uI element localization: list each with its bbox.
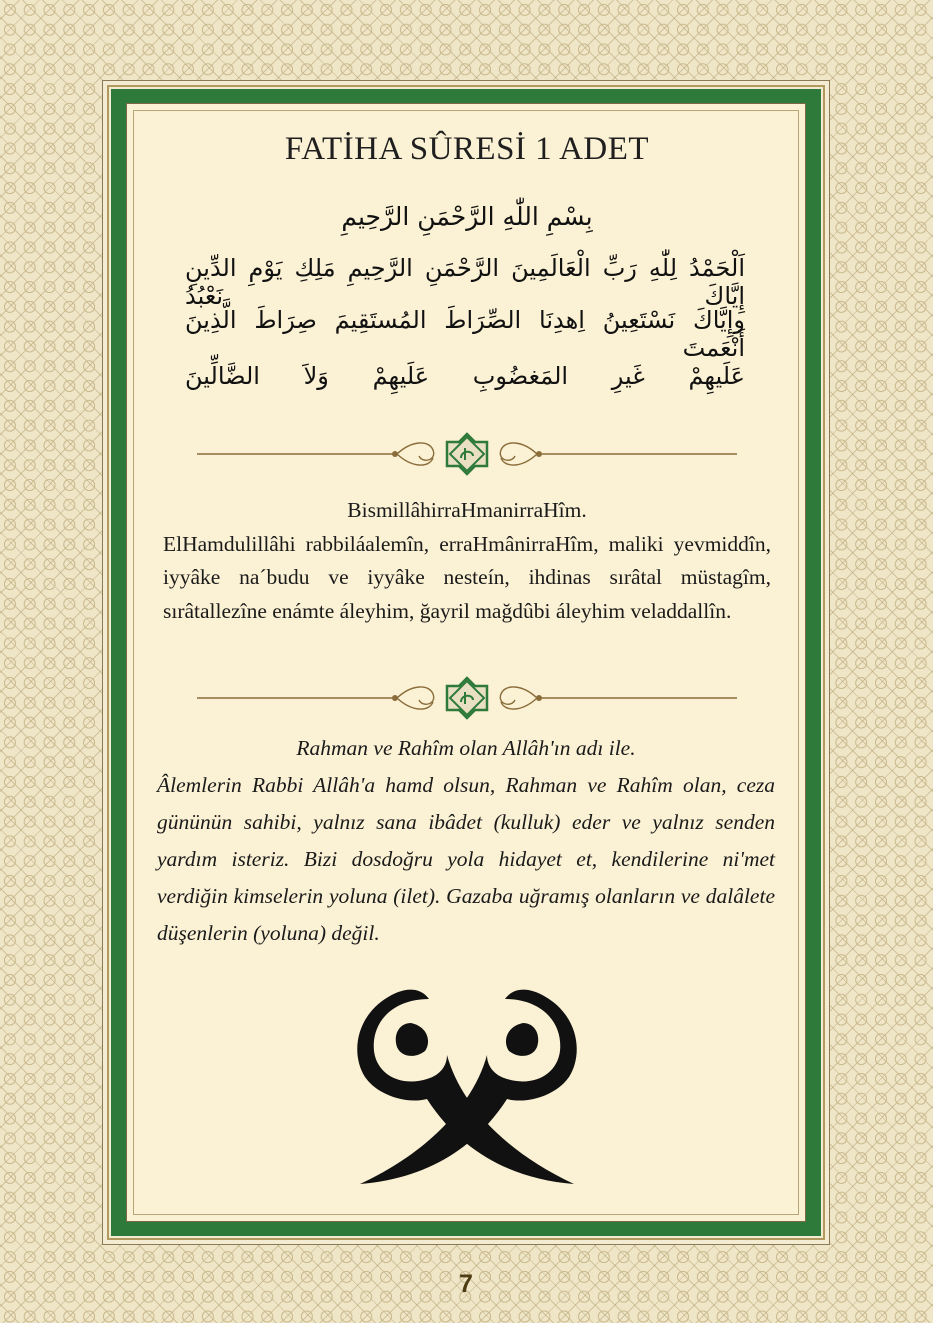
page-title: FATİHA SÛRESİ 1 ADET bbox=[284, 131, 650, 167]
content-panel bbox=[126, 103, 806, 1222]
meaning-block bbox=[157, 730, 775, 952]
arabic-line-3: عَلَيهِمْ غَيرِ المَغضُوبِ عَلَيهِمْ وَلاَ الضَّالِّينَ bbox=[185, 362, 745, 390]
ornamental-divider-2 bbox=[197, 676, 737, 720]
transliteration-text: ElHamdulillâhi rabbiláalemîn, erraHmânirraHîm, maliki yevmiddîn, iyyâke na´budu ve iyyâke nesteín, ihdinas sırâtal müstagîm, sırâtallezîne enámte áleyhim, ğayril mağdûbi áleyhim veladdallîn. bbox=[163, 531, 771, 623]
ornamental-divider-1 bbox=[197, 432, 737, 476]
arabic-line-2: وإِيَّاكَ نَسْتَعِينُ اِهدِنَا الصِّرَاطَ المُستَقِيمَ صِرَاطَ الَّذِينَ أَنْعَمتَ bbox=[185, 306, 745, 362]
page-number: 7 bbox=[459, 1270, 473, 1298]
arabic-basmala: بِسْمِ اللّٰهِ الرَّحْمَنِ الرَّحِيمِ bbox=[341, 202, 593, 231]
vav-calligraphy-icon bbox=[349, 979, 585, 1201]
meaning-basmala: Rahman ve Rahîm olan Allâh'ın adı ile. bbox=[296, 736, 636, 760]
transliteration-block bbox=[163, 494, 771, 628]
transliteration-basmala: BismillâhirraHmanirraHîm. bbox=[347, 498, 587, 522]
arabic-line-1: اَلْحَمْدُ لِلّٰهِ رَبِّ الْعَالَمِينَ الرَّحْمَنِ الرَّحِيمِ مَلِكِ يَوْمِ الدِّينِ إِيَّاكَ نَعْبُدُ bbox=[185, 254, 745, 310]
meaning-text: Âlemlerin Rabbi Allâh'a hamd olsun, Rahman ve Rahîm olan, ceza gününün sahibi, yalnız sana ibâdet (kulluk) eder ve yalnız senden yardım isteriz. Bizi dosdoğru yola hidayet et, kendilerine ni'met verdiğin kimselerin yoluna (ilet). Gazaba uğramış olanların ve dalâlete düşenlerin (yoluna) değil. bbox=[157, 773, 775, 945]
